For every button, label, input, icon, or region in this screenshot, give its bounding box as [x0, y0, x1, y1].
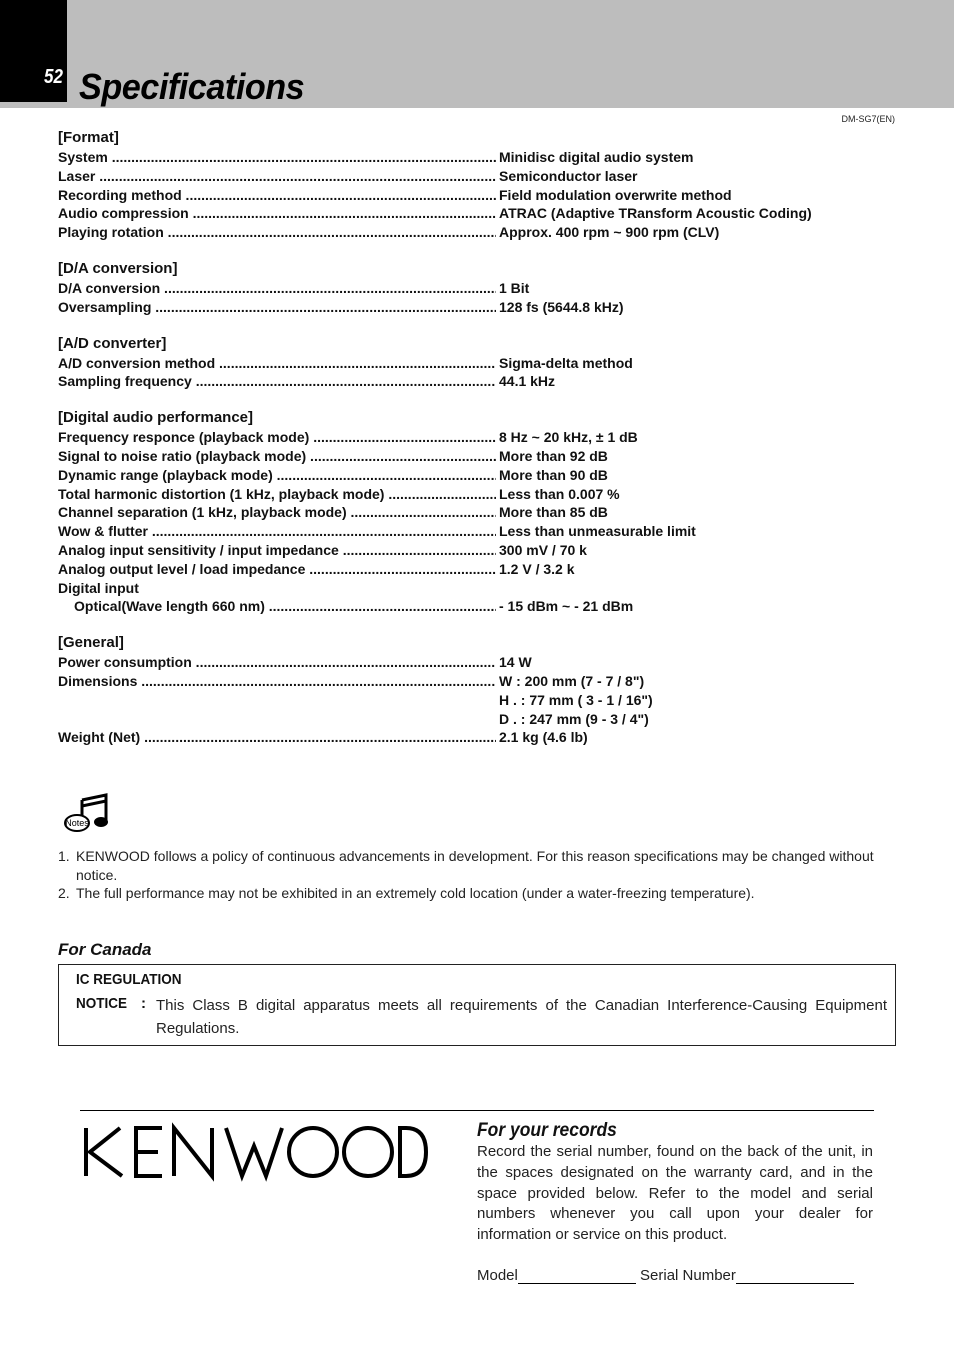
notes-icon-label: Notes: [65, 818, 89, 828]
spec-row: [58, 428, 908, 447]
spec-value: Field modulation overwrite method: [499, 186, 732, 203]
spec-row: [58, 485, 908, 504]
spec-label: Digital input: [58, 579, 139, 596]
spec-section: [58, 408, 908, 616]
spec-row: [58, 204, 908, 223]
note-number: 1.: [58, 848, 70, 864]
spec-label: Recording method .....: [58, 186, 496, 205]
ic-regulation-box: [58, 964, 896, 1046]
footer-divider: [80, 1110, 874, 1111]
spec-value: More than 92 dB: [499, 447, 608, 464]
spec-row: [58, 354, 908, 373]
spec-row: [58, 223, 908, 242]
spec-row: [58, 372, 908, 391]
records-text: Record the serial number, found on the back of the unit, in the spaces designated on the warranty card, and in the space provided below. Refer to the model and serial numbers whenever you call upon your dealer for information or service on this product.: [477, 1143, 873, 1244]
spec-value: 2.1 kg (4.6 lb): [499, 729, 588, 746]
spec-value: D . : 247 mm (9 - 3 / 4"): [499, 710, 649, 727]
spec-section-title: [A/D converter]: [58, 334, 167, 352]
records-title: For your records: [477, 1120, 617, 1141]
spec-label: Wow & flutter .....: [58, 522, 496, 541]
spec-label: D/A conversion .....: [58, 279, 496, 298]
spec-label: Laser .....: [58, 167, 496, 186]
spec-section-title: [General]: [58, 634, 124, 652]
spec-section-title: [Format]: [58, 129, 119, 146]
spec-label: Playing rotation .....: [58, 223, 496, 242]
spec-label: Analog input sensitivity / input impedance .....: [58, 541, 496, 560]
spec-section-title: [D/A conversion]: [58, 259, 178, 277]
spec-row: [58, 148, 908, 167]
page-title: Specifications: [79, 66, 305, 107]
note-number: 2.: [58, 885, 70, 901]
spec-label: Frequency responce (playback mode) .....: [58, 428, 496, 447]
note-text: The full performance may not be exhibited in an extremely cold location (under a water-freezing temperature).: [76, 885, 755, 901]
spec-row: [58, 597, 908, 616]
spec-value: Sigma-delta method: [499, 354, 633, 371]
kenwood-logo: [80, 1120, 428, 1184]
note-text: KENWOOD follows a policy of continuous advancements in development. For this reason specifications may be changed without notice.: [76, 848, 874, 883]
spec-row: [58, 672, 908, 691]
spec-section: [58, 128, 908, 242]
spec-label: Dimensions .....: [58, 672, 496, 691]
spec-label: Power consumption .....: [58, 653, 496, 672]
ic-notice-label: NOTICE: [76, 995, 128, 1012]
spec-label: A/D conversion method .....: [58, 354, 496, 373]
specifications-list: [58, 128, 908, 764]
spec-label: System .....: [58, 148, 496, 167]
ic-notice-colon: :: [141, 995, 146, 1012]
ic-regulation-heading: IC REGULATION: [76, 971, 182, 988]
spec-value: Less than unmeasurable limit: [499, 523, 696, 540]
ic-notice-text: This Class B digital apparatus meets all requirements of the Canadian Interference-Causing Equipment Regulations.: [156, 997, 887, 1037]
spec-row: [58, 541, 908, 560]
spec-value: 8 Hz ~ 20 kHz, ± 1 dB: [499, 429, 638, 446]
spec-value: 300 mV / 70 k: [499, 541, 587, 558]
spec-label: Weight (Net) .....: [58, 728, 496, 747]
model-code: DM-SG7(EN): [841, 114, 895, 124]
spec-row: [58, 447, 908, 466]
spec-label: Total harmonic distortion (1 kHz, playback mode) .....: [58, 485, 496, 504]
spec-row: [58, 503, 908, 522]
spec-row: [58, 167, 908, 186]
spec-value: More than 85 dB: [499, 504, 608, 521]
canada-title: For Canada: [58, 940, 152, 959]
spec-label: Analog output level / load impedance .....: [58, 560, 496, 579]
spec-value: More than 90 dB: [499, 466, 608, 483]
spec-row: [58, 522, 908, 541]
spec-value: - 15 dBm ~ - 21 dBm: [499, 598, 634, 615]
model-blank: [518, 1266, 636, 1284]
spec-row: [58, 710, 908, 729]
spec-value: 1.2 V / 3.2 k: [499, 560, 575, 577]
spec-value: Semiconductor laser: [499, 167, 638, 184]
spec-section: [58, 259, 908, 317]
spec-row: [58, 298, 908, 317]
spec-value: W : 200 mm (7 - 7 / 8"): [499, 672, 645, 689]
spec-row: [58, 186, 908, 205]
notes-list: [58, 847, 900, 903]
spec-value: 1 Bit: [499, 279, 530, 296]
spec-label: Audio compression .....: [58, 204, 496, 223]
serial-number-blank: [736, 1266, 854, 1284]
spec-value: Less than 0.007 %: [499, 485, 620, 502]
spec-section: [58, 334, 908, 392]
spec-section: [58, 633, 908, 747]
spec-value: Minidisc digital audio system: [499, 149, 694, 165]
spec-label: Signal to noise ratio (playback mode) .....: [58, 447, 496, 466]
spec-value: 128 fs (5644.8 kHz): [499, 298, 624, 315]
spec-row: [58, 579, 908, 598]
spec-label: Oversampling .....: [58, 298, 496, 317]
spec-label: Sampling frequency .....: [58, 372, 496, 391]
serial-record-line: [477, 1266, 854, 1284]
page-number-tab: [0, 0, 67, 102]
spec-value: ATRAC (Adaptive TRansform Acoustic Coding): [499, 205, 812, 222]
spec-label: Optical(Wave length 660 nm) .....: [58, 597, 496, 616]
spec-label: Dynamic range (playback mode) .....: [58, 466, 496, 485]
spec-row: [58, 560, 908, 579]
spec-value: Approx. 400 rpm ~ 900 rpm (CLV): [499, 224, 720, 241]
notes-icon: [64, 792, 110, 834]
spec-row: [58, 653, 908, 672]
spec-section-title: [Digital audio performance]: [58, 409, 254, 427]
spec-label: Channel separation (1 kHz, playback mode) .....: [58, 503, 496, 522]
model-label: Model: [477, 1267, 518, 1284]
spec-row: [58, 466, 908, 485]
spec-row: [58, 728, 908, 747]
spec-value: 14 W: [499, 654, 532, 671]
serial-number-label: Serial Number: [640, 1267, 736, 1284]
spec-value: H . : 77 mm ( 3 - 1 / 16"): [499, 691, 653, 708]
spec-value: 44.1 kHz: [499, 373, 556, 390]
note-item: [58, 847, 900, 884]
page-number: 52: [44, 66, 63, 88]
spec-row: [58, 691, 908, 710]
note-item: [58, 884, 900, 903]
spec-row: [58, 279, 908, 298]
